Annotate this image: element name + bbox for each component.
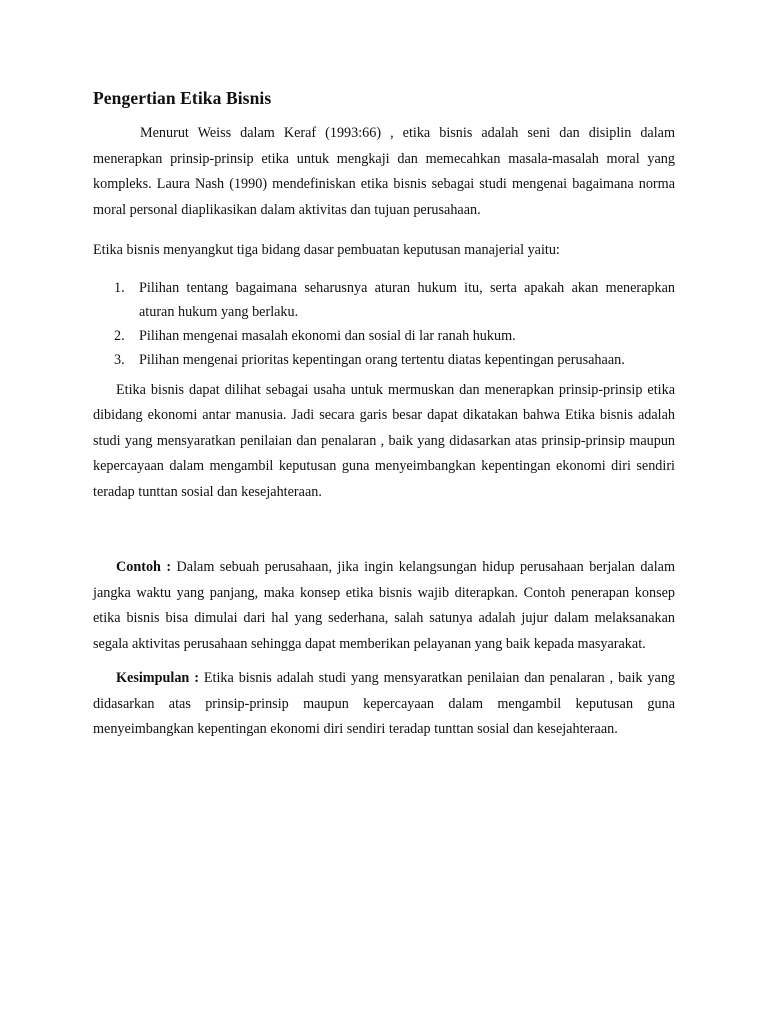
paragraph-summary: Etika bisnis dapat dilihat sebagai usaha untuk mermuskan dan menerapkan prinsip-prinsip etika dibidang ekonomi antar manusia. Jadi secara garis besar dapat dikatakan bahwa Etika bisnis adalah studi yang mensyaratkan penilaian dan penalaran , baik yang didasarkan atas prinsip-prinsip maupun kepercayaan dalam mengambil keputusan guna menyeimbangkan kepentingan ekonomi diri sendiri teradap tunttan sosial dan kesejahteraan. xyxy=(93,381,675,500)
list-item-text: Pilihan mengenai prioritas kepentingan orang tertentu diatas kepentingan perusahaan. xyxy=(139,351,625,368)
list-item-text: Pilihan mengenai masalah ekonomi dan sosial di lar ranah hukum. xyxy=(139,327,516,344)
document-body xyxy=(93,86,675,743)
example-text: Dalam sebuah perusahaan, jika ingin kelangsungan hidup perusahaan berjalan dalam jangka waktu yang panjang, maka konsep etika bisnis wajib diterapkan. Contoh penerapan konsep etika bisnis bisa dimulai dari hal yang sederhana, salah satunya adalah jujur dalam melaksanakan segala aktivitas perusahaan sehingga dapat memberikan pelayanan yang baik kepada masyarakat. xyxy=(93,559,675,652)
document-title: Pengertian Etika Bisnis xyxy=(93,88,272,108)
list-item xyxy=(114,324,675,348)
list-item xyxy=(114,348,675,372)
example-label: Contoh : xyxy=(116,559,172,575)
list-number: 1. xyxy=(114,279,125,296)
paragraph-intro-list: Etika bisnis menyangkut tiga bidang dasar pembuatan keputusan manajerial yaitu: xyxy=(93,242,560,258)
numbered-list xyxy=(93,276,675,372)
list-number: 3. xyxy=(114,351,125,368)
list-item xyxy=(114,276,675,324)
paragraph-definition: Menurut Weiss dalam Keraf (1993:66) , etika bisnis adalah seni dan disiplin dalam menerapkan prinsip-prinsip etika untuk mengkaji dan memecahkan masala-masalah moral yang kompleks. Laura Nash (1990) mendefiniskan etika bisnis sebagai studi mengenai bagaimana norma moral personal diaplikasikan dalam aktivitas dan tujuan perusahaan. xyxy=(93,125,675,218)
list-number: 2. xyxy=(114,327,125,344)
conclusion-text: Etika bisnis adalah studi yang mensyaratkan penilaian dan penalaran , baik yang didasarkan atas prinsip-prinsip maupun kepercayaan dalam mengambil keputusan guna menyeimbangkan kepentingan ekonomi diri sendiri teradap tunttan sosial dan kesejahteraan. xyxy=(93,670,676,737)
paragraph-example xyxy=(93,555,675,657)
paragraph-conclusion xyxy=(93,666,675,743)
list-item-text: Pilihan tentang bagaimana seharusnya aturan hukum itu, serta apakah akan menerapkan aturan hukum yang berlaku. xyxy=(139,279,675,320)
conclusion-label: Kesimpulan : xyxy=(116,670,199,686)
